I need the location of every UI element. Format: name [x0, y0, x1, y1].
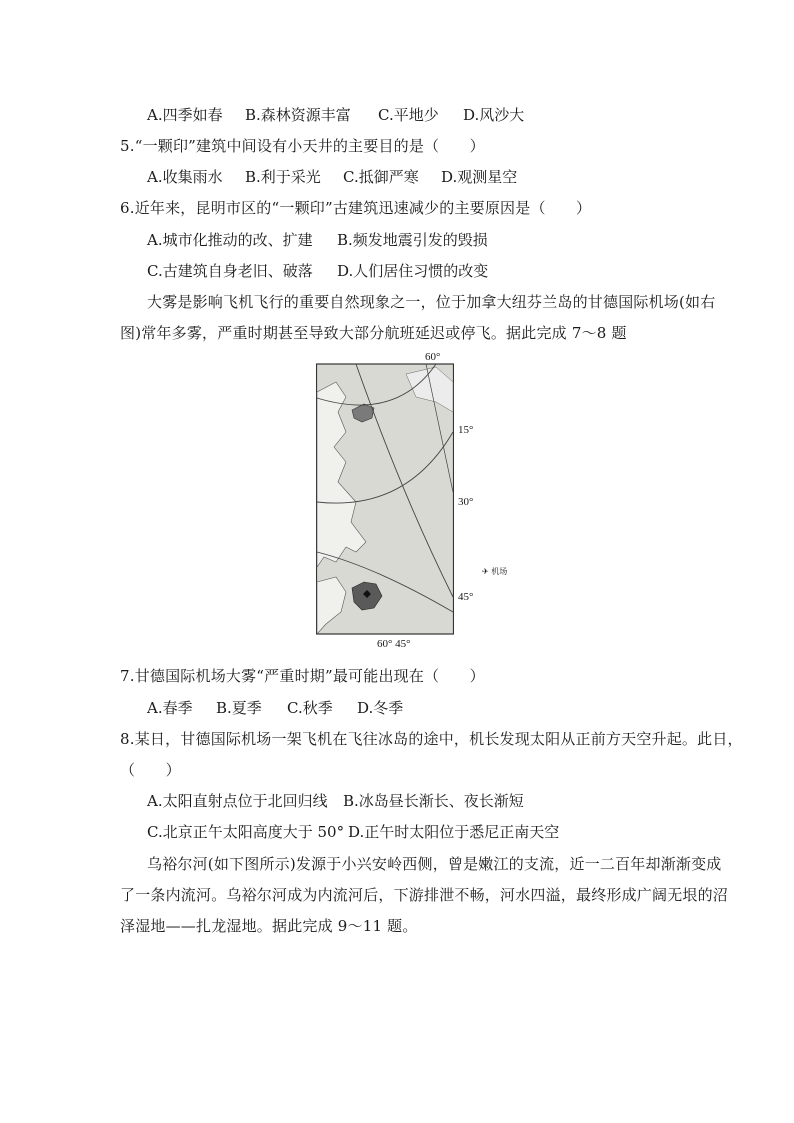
q8-stem-line1: 8.某日，甘德国际机场一架飞机在飞往冰岛的途中，机长发现太阳从正前方天空升起。此日， [120, 730, 743, 748]
map-legend [482, 566, 507, 577]
map-bottom-labels: 60° 45° [377, 638, 411, 650]
passage1-line2: 图)常年多雾，严重时期甚至导致大部分航班延迟或停飞。据此完成 7～8 题 [120, 324, 627, 342]
q5-option-a: A.收集雨水 [147, 168, 223, 186]
q7-option-c: C.秋季 [287, 699, 333, 717]
q7-option-d: D.冬季 [357, 699, 404, 717]
map-lat-30-label: 30° [458, 496, 474, 508]
q6-stem: 6.近年来，昆明市区的“一颗印”古建筑迅速减少的主要原因是（ ） [120, 199, 592, 217]
q7-option-a: A.春季 [147, 699, 193, 717]
q8-option-a: A.太阳直射点位于北回归线 [147, 792, 328, 810]
q6-option-a: A.城市化推动的改、扩建 [147, 231, 313, 249]
q7-option-b: B.夏季 [216, 699, 262, 717]
q8-stem-line2: （ ） [120, 761, 181, 779]
q5-stem: 5.“一颗印”建筑中间设有小天井的主要目的是（ ） [120, 137, 485, 155]
q7-stem: 7.甘德国际机场大雾“严重时期”最可能出现在（ ） [120, 667, 485, 685]
passage2-line3: 泽湿地——扎龙湿地。据此完成 9～11 题。 [120, 917, 418, 935]
q5-option-d: D.观测星空 [441, 168, 518, 186]
map-top-lon-label: 60° [425, 351, 441, 363]
passage1-line1: 大雾是影响飞机飞行的重要自然现象之一，位于加拿大纽芬兰岛的甘德国际机场(如右 [147, 293, 716, 311]
q4-option-d: D.风沙大 [463, 106, 525, 124]
q6-option-c: C.古建筑自身老旧、破落 [147, 262, 313, 280]
q6-option-b: B.频发地震引发的毁损 [337, 231, 488, 249]
q6-option-d: D.人们居住习惯的改变 [337, 262, 489, 280]
q8-option-d: D.正午时太阳位于悉尼正南天空 [348, 823, 560, 841]
newfoundland-map [316, 352, 454, 636]
airport-icon: ✈ [482, 567, 489, 576]
q5-option-c: C.抵御严寒 [343, 168, 419, 186]
q4-option-a: A.四季如春 [147, 106, 223, 124]
passage2-line1: 乌裕尔河(如下图所示)发源于小兴安岭西侧，曾是嫩江的支流，近一二百年却渐渐变成 [147, 855, 722, 873]
q4-option-c: C.平地少 [378, 106, 439, 124]
q8-option-c: C.北京正午太阳高度大于 50° [147, 823, 345, 841]
q4-option-b: B.森林资源丰富 [245, 106, 351, 124]
q5-option-b: B.利于采光 [245, 168, 321, 186]
map-lat-45-label: 45° [458, 591, 474, 603]
passage2-line2: 了一条内流河。乌裕尔河成为内流河后，下游排泄不畅，河水四溢，最终形成广阔无垠的沼 [120, 886, 729, 904]
airport-legend-label: 机场 [491, 567, 508, 576]
q8-option-b: B.冰岛昼长渐长、夜长渐短 [343, 792, 524, 810]
map-lat-15-label: 15° [458, 424, 474, 436]
